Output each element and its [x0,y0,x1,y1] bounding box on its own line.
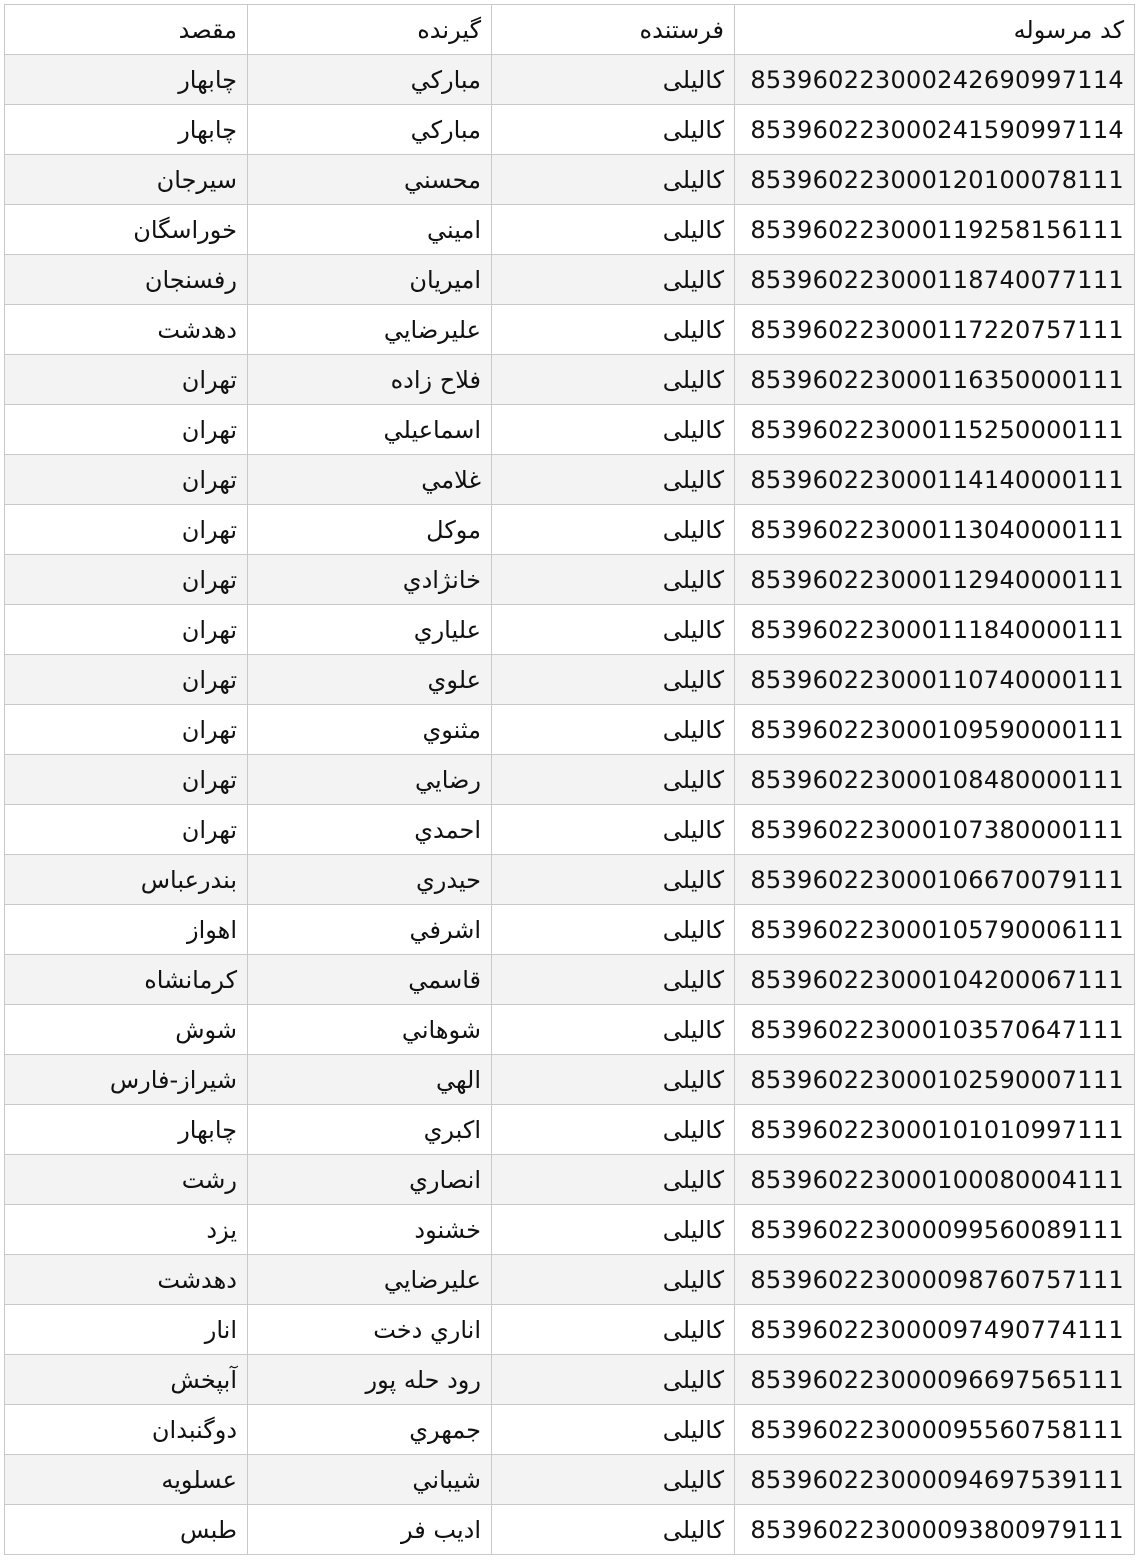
cell-sender: کالیلی [492,555,735,605]
table-row [5,1455,1135,1505]
cell-code: 853960223000112940000111 [735,555,1135,605]
table-row [5,1405,1135,1455]
table-row [5,1255,1135,1305]
table-row [5,305,1135,355]
table-row [5,905,1135,955]
cell-code: 853960223000114140000111 [735,455,1135,505]
cell-destination: چابهار [5,1105,248,1155]
cell-receiver: جمهري [248,1405,492,1455]
cell-destination: دوگنبدان [5,1405,248,1455]
cell-sender: کالیلی [492,255,735,305]
table-row [5,1055,1135,1105]
header-sender: فرستنده [492,5,735,55]
cell-code: 853960223000108480000111 [735,755,1135,805]
cell-code: 853960223000242690997114 [735,55,1135,105]
table-row [5,405,1135,455]
table-row [5,1505,1135,1555]
table-body [5,55,1135,1555]
cell-receiver: رضايي [248,755,492,805]
cell-code: 853960223000115250000111 [735,405,1135,455]
cell-receiver: مباركي [248,55,492,105]
table-row [5,805,1135,855]
cell-sender: کالیلی [492,955,735,1005]
cell-sender: کالیلی [492,705,735,755]
cell-code: 853960223000098760757111 [735,1255,1135,1305]
cell-destination: رفسنجان [5,255,248,305]
cell-code: 853960223000102590007111 [735,1055,1135,1105]
cell-destination: رشت [5,1155,248,1205]
cell-destination: طبس [5,1505,248,1555]
cell-sender: کالیلی [492,1155,735,1205]
cell-code: 853960223000117220757111 [735,305,1135,355]
cell-receiver: عليرضايي [248,305,492,355]
cell-destination: بندرعباس [5,855,248,905]
cell-code: 853960223000119258156111 [735,205,1135,255]
cell-destination: آبپخش [5,1355,248,1405]
table-row [5,1105,1135,1155]
cell-receiver: غلامي [248,455,492,505]
cell-code: 853960223000099560089111 [735,1205,1135,1255]
cell-sender: کالیلی [492,1305,735,1355]
cell-sender: کالیلی [492,1105,735,1155]
cell-receiver: اسماعيلي [248,405,492,455]
cell-destination: تهران [5,405,248,455]
cell-sender: کالیلی [492,1355,735,1405]
cell-code: 853960223000109590000111 [735,705,1135,755]
cell-destination: شيراز-فارس [5,1055,248,1105]
table-row [5,1355,1135,1405]
cell-code: 853960223000094697539111 [735,1455,1135,1505]
cell-receiver: احمدي [248,805,492,855]
cell-receiver: عليرضايي [248,1255,492,1305]
cell-destination: عسلويه [5,1455,248,1505]
table-row [5,55,1135,105]
table-row [5,955,1135,1005]
cell-sender: کالیلی [492,855,735,905]
cell-receiver: خشنود [248,1205,492,1255]
cell-code: 853960223000106670079111 [735,855,1135,905]
cell-code: 853960223000111840000111 [735,605,1135,655]
cell-sender: کالیلی [492,205,735,255]
cell-receiver: الهي [248,1055,492,1105]
table-row [5,605,1135,655]
cell-code: 853960223000097490774111 [735,1305,1135,1355]
header-code: کد مرسوله [735,5,1135,55]
table-row [5,255,1135,305]
cell-receiver: محسني [248,155,492,205]
cell-destination: سيرجان [5,155,248,205]
cell-sender: کالیلی [492,1205,735,1255]
table-row [5,155,1135,205]
header-receiver: گیرنده [248,5,492,55]
cell-destination: دهدشت [5,305,248,355]
table-row [5,855,1135,905]
cell-code: 853960223000116350000111 [735,355,1135,405]
cell-sender: کالیلی [492,505,735,555]
cell-destination: خوراسگان [5,205,248,255]
table-row [5,705,1135,755]
cell-receiver: اميني [248,205,492,255]
cell-code: 853960223000118740077111 [735,255,1135,305]
cell-destination: شوش [5,1005,248,1055]
table-header [5,5,1135,55]
cell-receiver: خانژادي [248,555,492,605]
cell-destination: چابهار [5,105,248,155]
cell-receiver: قاسمي [248,955,492,1005]
cell-sender: کالیلی [492,455,735,505]
cell-receiver: مباركي [248,105,492,155]
cell-sender: کالیلی [492,755,735,805]
cell-receiver: علوي [248,655,492,705]
cell-sender: کالیلی [492,405,735,455]
cell-destination: اهواز [5,905,248,955]
cell-receiver: فلاح زاده [248,355,492,405]
shipments-table [4,4,1135,1555]
cell-sender: کالیلی [492,355,735,405]
table-row [5,455,1135,505]
cell-code: 853960223000096697565111 [735,1355,1135,1405]
cell-code: 853960223000103570647111 [735,1005,1135,1055]
cell-destination: تهران [5,655,248,705]
cell-receiver: موكل [248,505,492,555]
cell-code: 853960223000100080004111 [735,1155,1135,1205]
cell-destination: كرمانشاه [5,955,248,1005]
cell-sender: کالیلی [492,1005,735,1055]
cell-code: 853960223000104200067111 [735,955,1135,1005]
cell-receiver: اناري دخت [248,1305,492,1355]
cell-sender: کالیلی [492,1455,735,1505]
cell-destination: تهران [5,455,248,505]
cell-code: 853960223000120100078111 [735,155,1135,205]
cell-receiver: رود حله پور [248,1355,492,1405]
cell-sender: کالیلی [492,655,735,705]
cell-destination: انار [5,1305,248,1355]
cell-receiver: مثنوي [248,705,492,755]
table-row [5,205,1135,255]
cell-code: 853960223000093800979111 [735,1505,1135,1555]
table-row [5,555,1135,605]
cell-code: 853960223000110740000111 [735,655,1135,705]
table-row [5,1305,1135,1355]
cell-code: 853960223000101010997111 [735,1105,1135,1155]
table-row [5,655,1135,705]
cell-receiver: اكبري [248,1105,492,1155]
cell-code: 853960223000105790006111 [735,905,1135,955]
cell-destination: دهدشت [5,1255,248,1305]
cell-sender: کالیلی [492,305,735,355]
cell-sender: کالیلی [492,905,735,955]
cell-receiver: اديب فر [248,1505,492,1555]
cell-receiver: اميريان [248,255,492,305]
cell-destination: تهران [5,755,248,805]
cell-sender: کالیلی [492,1405,735,1455]
cell-destination: تهران [5,705,248,755]
cell-destination: تهران [5,505,248,555]
cell-code: 853960223000113040000111 [735,505,1135,555]
header-destination: مقصد [5,5,248,55]
table-row [5,1155,1135,1205]
cell-code: 853960223000095560758111 [735,1405,1135,1455]
table-row [5,505,1135,555]
header-row [5,5,1135,55]
cell-destination: تهران [5,805,248,855]
cell-sender: کالیلی [492,1505,735,1555]
cell-receiver: حيدري [248,855,492,905]
table-row [5,1005,1135,1055]
cell-destination: يزد [5,1205,248,1255]
cell-code: 853960223000107380000111 [735,805,1135,855]
cell-sender: کالیلی [492,1255,735,1305]
cell-destination: تهران [5,355,248,405]
cell-receiver: شوهاني [248,1005,492,1055]
cell-destination: چابهار [5,55,248,105]
table-row [5,755,1135,805]
cell-code: 853960223000241590997114 [735,105,1135,155]
cell-sender: کالیلی [492,105,735,155]
cell-sender: کالیلی [492,55,735,105]
cell-sender: کالیلی [492,1055,735,1105]
table-row [5,105,1135,155]
shipments-table-container [4,4,1138,1555]
cell-destination: تهران [5,605,248,655]
cell-sender: کالیلی [492,605,735,655]
table-row [5,355,1135,405]
cell-sender: کالیلی [492,805,735,855]
cell-sender: کالیلی [492,155,735,205]
cell-receiver: علياري [248,605,492,655]
cell-receiver: شيباني [248,1455,492,1505]
cell-destination: تهران [5,555,248,605]
cell-receiver: انصاري [248,1155,492,1205]
cell-receiver: اشرفي [248,905,492,955]
table-row [5,1205,1135,1255]
